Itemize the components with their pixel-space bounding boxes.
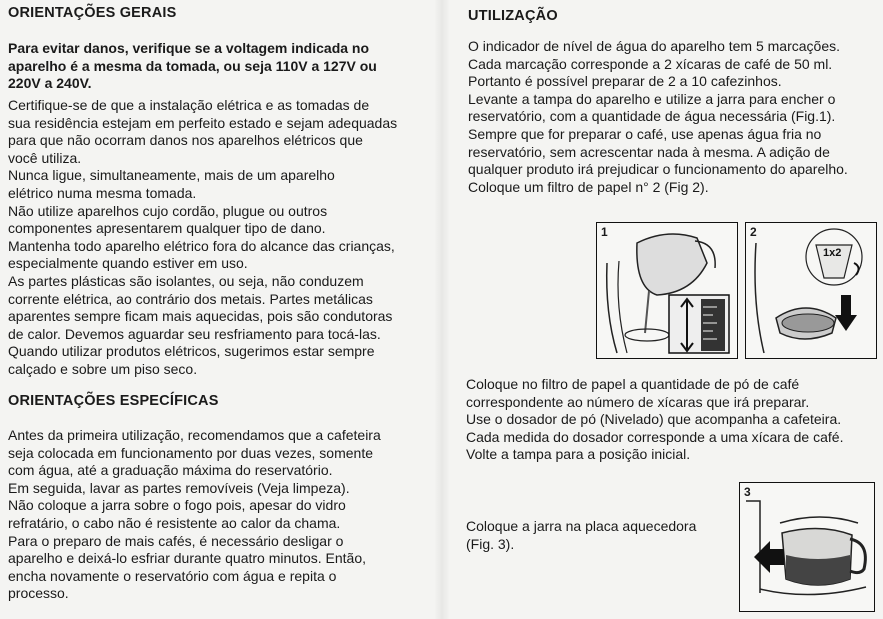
- text-line: Quando utilizar produtos elétricos, sugerimos estar sempre: [8, 343, 375, 360]
- text-line: O indicador de nível de água do aparelho tem 5 marcações.: [468, 38, 841, 54]
- fold-instruction-label: 1x2: [823, 247, 842, 259]
- text-line: reservatório, com a quantidade de água necessária (Fig.1).: [468, 108, 836, 125]
- text-line: sua residência estejam em perfeito estado e sejam adequadas: [8, 114, 398, 131]
- text-line: qualquer produto irá prejudicar o funcionamento do aparelho.: [468, 161, 848, 178]
- text-line: Coloque no filtro de papel a quantidade de pó de café: [466, 376, 800, 392]
- powder-instructions: [466, 376, 843, 464]
- figure-number: 2: [750, 225, 757, 239]
- text-line: reservatório, sem acrescentar nada à mesma. A adição de: [468, 143, 830, 160]
- text-line: elétrico numa mesma tomada.: [8, 184, 197, 201]
- figure-1-fill-reservoir: [596, 222, 738, 359]
- text-line: correspondente ao número de xícaras que irá preparar.: [466, 393, 810, 410]
- figure-number: 1: [601, 225, 608, 239]
- usage-instructions: [468, 38, 848, 196]
- general-guidelines: [8, 97, 397, 379]
- text-line: processo.: [8, 585, 69, 602]
- text-line: calçado e sobre um piso seco.: [8, 360, 198, 377]
- paper-filter-illustration: [746, 223, 876, 358]
- text-line: Não coloque a jarra sobre o fogo pois, apesar do vidro: [8, 497, 346, 514]
- text-line: Coloque a jarra na placa aquecedora: [466, 518, 697, 534]
- text-line: aparentes sempre ficam mais aquecidas, pois são condutoras: [8, 308, 393, 325]
- text-line: corrente elétrica, ao contrário dos metais. Partes metálicas: [8, 290, 373, 307]
- text-line: Nunca ligue, simultaneamente, mais de um aparelho: [8, 167, 335, 184]
- text-line: componentes apresentarem qualquer tipo de dano.: [8, 220, 326, 237]
- text-line: Para o preparo de mais cafés, é necessário desligar o: [8, 532, 344, 549]
- text-line: Use o dosador de pó (Nivelado) que acompanha a cafeteira.: [466, 411, 842, 428]
- text-line: para que não ocorram danos nos aparelhos elétricos que: [8, 132, 363, 149]
- text-line: As partes plásticas são isolantes, ou seja, não conduzem: [8, 272, 364, 289]
- text-line: Cada medida do dosador corresponde a uma xícara de café.: [466, 428, 844, 445]
- text-line: de calor. Devemos aguardar seu resfriamento para tocá-las.: [8, 325, 381, 342]
- text-line: Cada marcação corresponde a 2 xícaras de café de 50 ml.: [468, 55, 833, 72]
- jar-on-plate-illustration: [740, 483, 874, 611]
- figure-3-heating-plate: [739, 482, 875, 612]
- text-line: (Fig. 3).: [466, 535, 515, 552]
- text-line: Volte a tampa para a posição inicial.: [466, 446, 691, 463]
- text-line: Coloque um filtro de papel n° 2 (Fig 2).: [468, 178, 709, 195]
- page-fold: [434, 0, 450, 619]
- warning-line: 220V a 240V.: [8, 75, 92, 91]
- text-line: Não utilize aparelhos cujo cordão, plugue ou outros: [8, 202, 328, 219]
- text-line: seja colocada em funcionamento por duas vezes, somente: [8, 444, 373, 461]
- text-line: Certifique-se de que a instalação elétrica e as tomadas de: [8, 97, 370, 113]
- jar-instructions: [466, 518, 696, 553]
- text-line: com água, até a graduação máxima do reservatório.: [8, 462, 333, 479]
- text-line: Portanto é possível preparar de 2 a 10 cafezinhos.: [468, 73, 782, 90]
- text-line: encha novamente o reservatório com água e repita o: [8, 567, 337, 584]
- specific-title: ORIENTAÇÕES ESPECÍFICAS: [8, 393, 219, 409]
- warning-line: aparelho é a mesma da tomada, ou seja 110V a 127V ou: [8, 57, 377, 74]
- voltage-warning: [8, 40, 377, 93]
- usage-title: UTILIZAÇÃO: [468, 8, 558, 24]
- text-line: Em seguida, lavar as partes removíveis (Veja limpeza).: [8, 479, 350, 496]
- specific-guidelines: [8, 427, 381, 603]
- general-title: ORIENTAÇÕES GERAIS: [8, 5, 177, 21]
- figure-number: 3: [744, 485, 751, 499]
- figure-2-paper-filter: [745, 222, 877, 359]
- text-line: especialmente quando estiver em uso.: [8, 255, 248, 272]
- text-line: refratário, o cabo não é resistente ao calor da chama.: [8, 514, 341, 531]
- text-line: Mantenha todo aparelho elétrico fora do alcance das crianças,: [8, 237, 395, 254]
- text-line: aparelho e deixá-lo esfriar durante quatro minutos. Então,: [8, 550, 366, 567]
- warning-line: Para evitar danos, verifique se a voltagem indicada no: [8, 40, 370, 56]
- text-line: Sempre que for preparar o café, use apenas água fria no: [468, 125, 822, 142]
- text-line: Levante a tampa do aparelho e utilize a jarra para encher o: [468, 90, 836, 107]
- text-line: Antes da primeira utilização, recomendamos que a cafeteira: [8, 427, 381, 443]
- coffee-maker-fill-illustration: [597, 223, 737, 358]
- text-line: você utiliza.: [8, 149, 82, 166]
